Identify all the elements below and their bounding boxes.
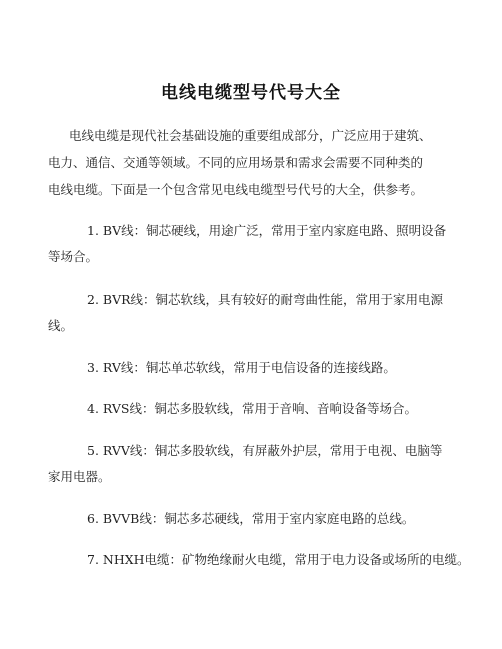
list-item-2-line-2: 线。 — [48, 318, 74, 333]
intro-line-1: 电线电缆是现代社会基础设施的重要组成部分，广泛应用于建筑、 — [69, 128, 432, 143]
list-item-6: 6. BVVB线：铜芯多芯硬线，常用于室内家庭电路的总线。 — [87, 511, 415, 526]
list-item-5-line-1: 5. RVV线：铜芯多股软线，有屏蔽外护层，常用于电视、电脑等 — [87, 443, 443, 458]
document-title: 电线电缆型号代号大全 — [161, 83, 341, 103]
list-item-3: 3. RV线：铜芯单芯软线，常用于电信设备的连接线路。 — [87, 360, 396, 375]
list-item-4: 4. RVS线：铜芯多股软线，常用于音响、音响设备等场合。 — [87, 401, 417, 416]
intro-line-2: 电力、通信、交通等领域。不同的应用场景和需求会需要不同种类的 — [48, 155, 424, 170]
list-item-2-line-1: 2. BVR线：铜芯软线，具有较好的耐弯曲性能，常用于家用电源 — [87, 292, 444, 307]
list-item-5-line-2: 家用电器。 — [48, 469, 111, 484]
list-item-1-line-2: 等场合。 — [48, 249, 99, 264]
intro-line-3: 电线电缆。下面是一个包含常见电线电缆型号代号的大全，供参考。 — [48, 182, 424, 197]
list-item-1-line-1: 1. BV线：铜芯硬线，用途广泛，常用于室内家庭电路、照明设备 — [87, 223, 447, 238]
list-item-7: 7. NHXH电缆：矿物绝缘耐火电缆，常用于电力设备或场所的电缆。 — [87, 552, 470, 567]
